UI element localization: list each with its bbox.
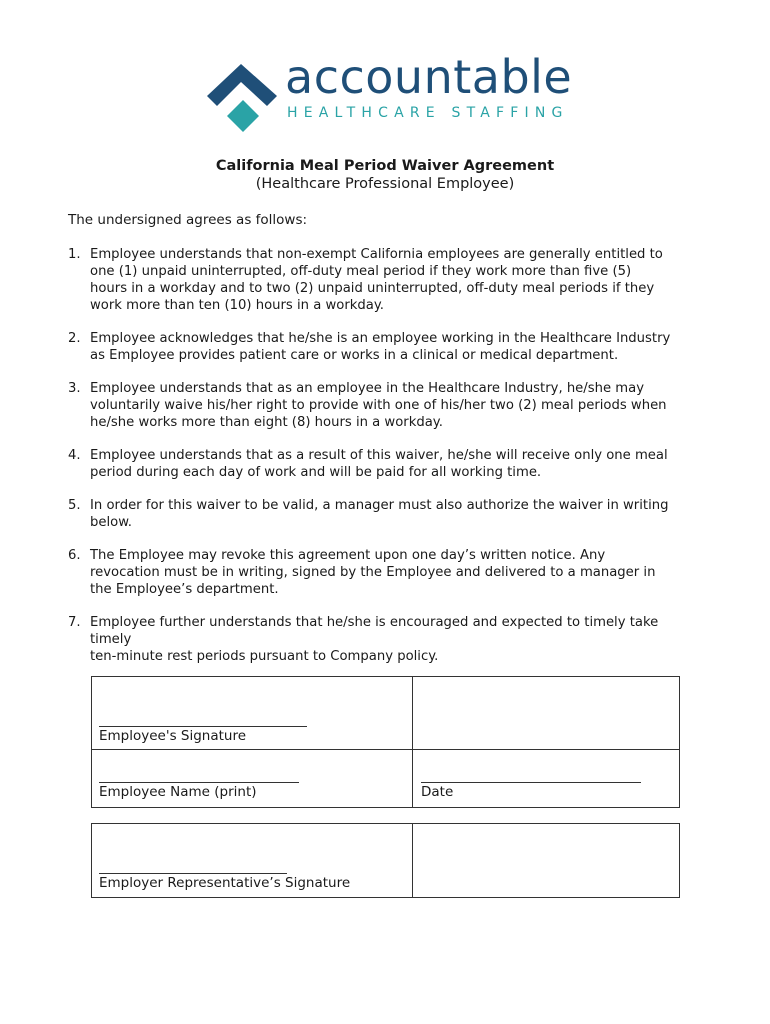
list-item-line: hours in a workday and to two (2) unpaid uninterrupted, off-duty meal periods if they: [90, 281, 655, 296]
list-item-line: revocation must be in writing, signed by the Employee and delivered to a manager in: [90, 565, 656, 580]
date-line[interactable]: [421, 782, 641, 783]
list-item: [68, 447, 708, 481]
employee-name-line[interactable]: [99, 782, 299, 783]
intro-text: The undersigned agrees as follows:: [68, 212, 308, 228]
list-item-line: the Employee’s department.: [90, 582, 279, 597]
list-item: [68, 246, 708, 314]
list-item: [68, 497, 708, 531]
logo-wordmark: accountable: [285, 50, 573, 104]
employer-signature-line[interactable]: [99, 873, 287, 874]
document-title: California Meal Period Waiver Agreement: [215, 158, 555, 174]
list-item-line: ten-minute rest periods pursuant to Company policy.: [90, 649, 439, 664]
list-item: [68, 547, 708, 598]
list-item-line: below.: [90, 515, 132, 530]
list-item: [68, 380, 708, 431]
list-item-text: [90, 246, 708, 314]
employer-signature-table: [91, 823, 680, 898]
table-divider-vertical: [412, 677, 413, 807]
list-item-line: The Employee may revoke this agreement upon one day’s written notice. Any: [90, 548, 606, 563]
employee-signature-table: [91, 676, 680, 808]
list-item-line: voluntarily waive his/her right to provide with one of his/her two (2) meal periods when: [90, 398, 667, 413]
list-item-line: work more than ten (10) hours in a workday.: [90, 298, 384, 313]
list-item-line: In order for this waiver to be valid, a manager must also authorize the waiver in writing: [90, 498, 669, 513]
list-item-line: Employee understands that as an employee in the Healthcare Industry, he/she may: [90, 381, 645, 396]
terms-list: [68, 246, 708, 681]
document-subtitle: (Healthcare Professional Employee): [255, 176, 515, 192]
employee-name-label: Employee Name (print): [99, 784, 257, 800]
list-item-number: 7.: [68, 615, 81, 630]
list-item-text: [90, 614, 708, 665]
list-item-text: [90, 330, 708, 364]
list-item-number: 6.: [68, 548, 81, 563]
list-item-text: [90, 497, 708, 531]
list-item-text: [90, 547, 708, 598]
list-item-line: Employee understands that as a result of this waiver, he/she will receive only one meal: [90, 448, 668, 463]
table-divider-horizontal: [92, 749, 679, 750]
list-item-number: 1.: [68, 247, 81, 262]
company-logo: [203, 50, 573, 140]
list-item: [68, 614, 708, 665]
list-item-line: period during each day of work and will be paid for all working time.: [90, 465, 542, 480]
list-item-line: one (1) unpaid uninterrupted, off-duty meal period if they work more than five (5): [90, 264, 632, 279]
table-divider-vertical: [412, 824, 413, 897]
list-item-line: Employee understands that non-exempt California employees are generally entitled to: [90, 247, 663, 262]
employee-signature-line[interactable]: [99, 726, 307, 727]
list-item-number: 5.: [68, 498, 81, 513]
list-item-line: Employee further understands that he/she is encouraged and expected to timely take: [90, 615, 659, 630]
list-item-number: 3.: [68, 381, 81, 396]
logo-tagline: HEALTHCARE STAFFING: [287, 105, 569, 121]
list-item-line: Employee acknowledges that he/she is an employee working in the Healthcare Industry: [90, 331, 671, 346]
list-item-line: as Employee provides patient care or works in a clinical or medical department.: [90, 348, 619, 363]
logo-mark-icon: [203, 60, 283, 140]
employer-signature-label: Employer Representative’s Signature: [99, 875, 351, 891]
employee-signature-label: Employee's Signature: [99, 728, 247, 744]
list-item-number: 4.: [68, 448, 81, 463]
list-item-line: timely: [90, 632, 132, 647]
list-item-text: [90, 380, 708, 431]
list-item-line: he/she works more than eight (8) hours in a workday.: [90, 415, 443, 430]
date-label: Date: [421, 784, 454, 800]
list-item: [68, 330, 708, 364]
list-item-text: [90, 447, 708, 481]
list-item-number: 2.: [68, 331, 81, 346]
